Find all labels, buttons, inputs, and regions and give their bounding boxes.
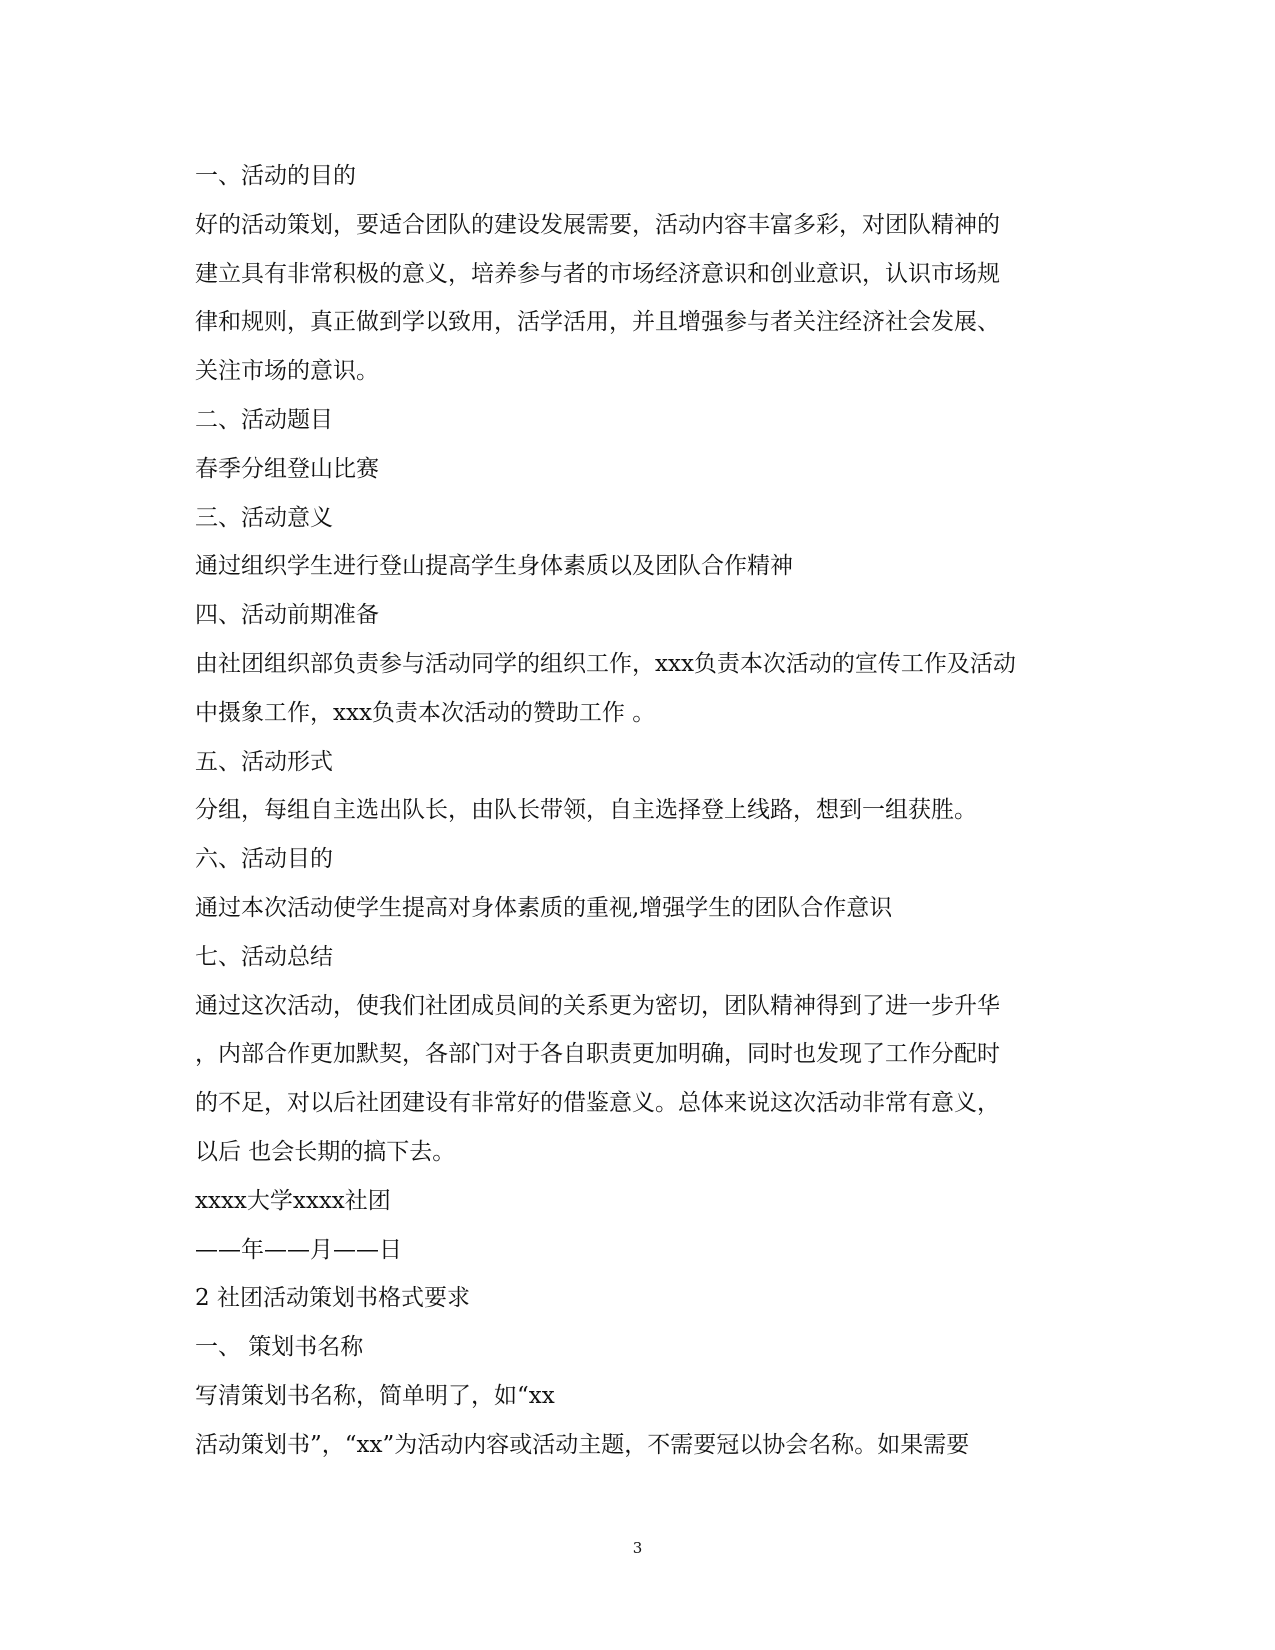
paragraph-line: ，内部合作更加默契，各部门对于各自职责更加明确，同时也发现了工作分配时 [195,1041,1000,1068]
document-body [195,152,1085,1470]
page-number: 3 [632,1539,643,1557]
paragraph-line: 的不足，对以后社团建设有非常好的借鉴意义。总体来说这次活动非常有意义， [195,1090,1000,1117]
paragraph-line: 中摄象工作，xxx负责本次活动的赞助工作 。 [195,699,656,726]
section-heading-summary: 七、活动总结 [195,943,333,970]
section-heading-significance: 三、活动意义 [195,504,333,531]
paragraph-line: 由社团组织部负责参与活动同学的组织工作，xxx负责本次活动的宣传工作及活动 [195,650,1016,677]
paragraph-line: 通过这次活动，使我们社团成员间的关系更为密切，团队精神得到了进一步升华 [195,992,1000,1019]
paragraph-line: 关注市场的意识。 [195,358,379,385]
section-heading-title: 二、活动题目 [195,406,333,433]
paragraph-line: 写清策划书名称，简单明了，如“xx [195,1382,555,1409]
section-heading-format-requirements: 2 社团活动策划书格式要求 [195,1285,470,1312]
paragraph-line: 通过本次活动使学生提高对身体素质的重视,增强学生的团队合作意识 [195,894,893,921]
paragraph-line: 律和规则，真正做到学以致用，活学活用，并且增强参与者关注经济社会发展、 [195,309,1000,336]
section-heading-goal: 六、活动目的 [195,846,333,873]
paragraph-line: 建立具有非常积极的意义，培养参与者的市场经济意识和创业意识，认识市场规 [195,260,1000,287]
paragraph-line: 好的活动策划，要适合团队的建设发展需要，活动内容丰富多彩，对团队精神的 [195,211,1000,238]
section-heading-preparation: 四、活动前期准备 [195,602,379,629]
signature-organization: xxxx大学xxxx社团 [195,1187,391,1214]
signature-date: ——年——月——日 [195,1236,402,1263]
subsection-heading-name: 一、 策划书名称 [195,1334,364,1361]
section-heading-format: 五、活动形式 [195,748,333,775]
paragraph-line: 分组，每组自主选出队长，由队长带领，自主选择登上线路，想到一组获胜。 [195,797,977,824]
paragraph-line: 通过组织学生进行登山提高学生身体素质以及团队合作精神 [195,553,793,580]
paragraph-line: 春季分组登山比赛 [195,455,379,482]
section-heading-purpose: 一、活动的目的 [195,163,356,189]
paragraph-line: 以后 也会长期的搞下去。 [195,1138,456,1165]
paragraph-line: 活动策划书”，“xx”为活动内容或活动主题，不需要冠以协会名称。如果需要 [195,1431,970,1458]
